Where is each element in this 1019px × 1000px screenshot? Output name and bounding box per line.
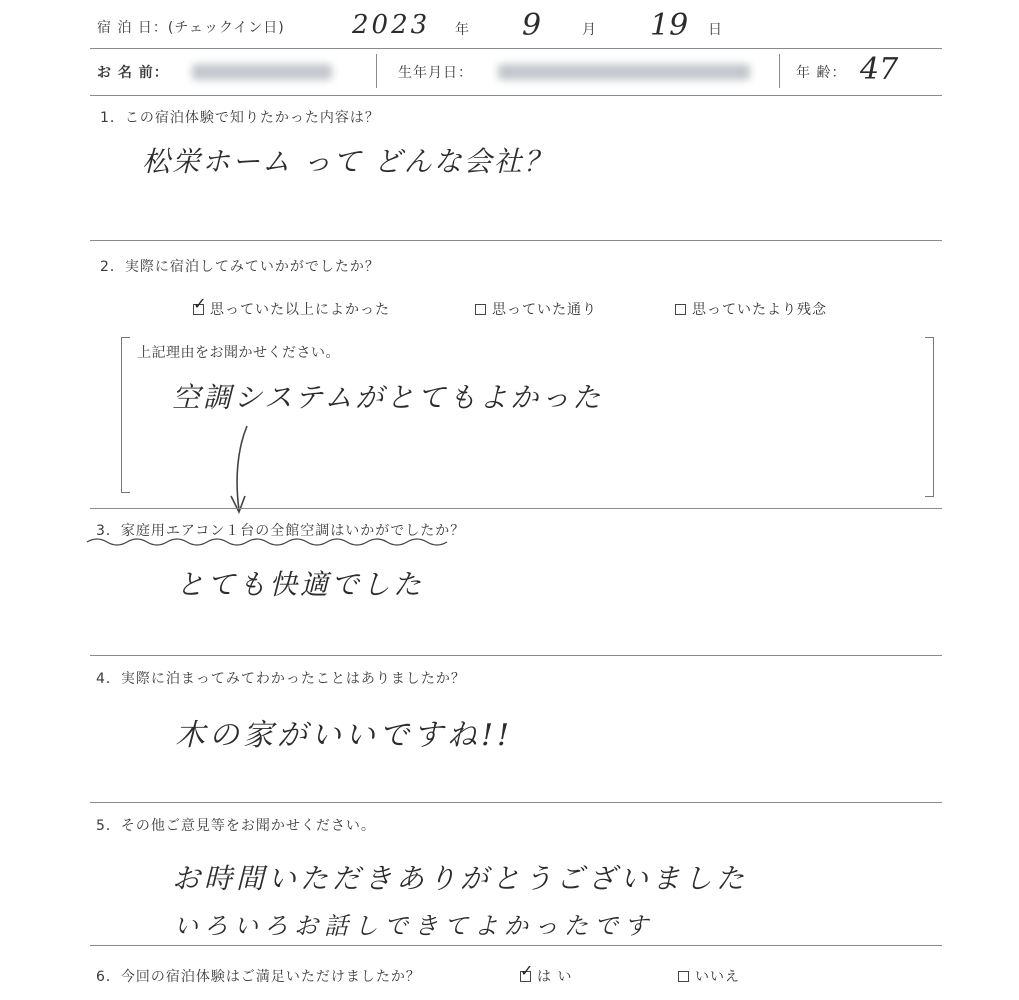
birthdate-label: 生年月日： [398,65,473,81]
q2-option-disappointing[interactable] [675,299,827,319]
divider-line [90,655,942,656]
stay-date-label: 宿 泊 日：(チェックイン日) [97,20,285,36]
q6-option-yes[interactable] [520,961,573,986]
q5-answer-line1[interactable]: お時間いただきありがとうございました [172,862,749,895]
q3-question: 3．家庭用エアコン１台の全館空調はいかがでしたか？ [96,523,466,539]
q3-answer[interactable]: とても快適でした [176,568,425,601]
q2-option-label: 思っていたより残念 [692,302,827,318]
wavy-underline-icon [85,536,465,550]
reason-box-right-bracket [925,337,934,497]
year-value[interactable]: 2023 [352,10,431,40]
name-label: お 名 前： [97,65,169,81]
month-unit: 月 [582,22,597,38]
divider-line [779,54,780,88]
checkbox[interactable] [193,294,208,315]
checkbox[interactable] [678,971,689,982]
q2-question: 2．実際に宿泊してみていかがでしたか？ [100,259,380,275]
name-redacted [192,64,332,80]
q6-question: 6．今回の宿泊体験はご満足いただけましたか？ [96,969,421,985]
day-unit: 日 [708,22,723,38]
hand-drawn-arrow-icon [225,420,265,520]
year-unit: 年 [455,22,470,38]
divider-line [376,54,377,88]
divider-line [90,802,942,803]
q4-answer[interactable]: 木の家がいいですね!! [175,718,514,753]
divider-line [90,48,942,49]
q2-reason-answer[interactable]: 空調システムがとてもよかった [172,381,604,414]
divider-line [90,240,942,241]
q5-question: 5．その他ご意見等をお聞かせください。 [96,818,376,834]
birthdate-redacted [498,64,750,80]
age-label: 年 齢： [796,65,847,81]
q4-question: 4．実際に泊まってみてわかったことはありましたか？ [96,671,466,687]
q6-yes-label: は い [537,969,573,985]
divider-line [90,945,942,946]
divider-line [90,95,942,96]
q2-option-label: 思っていた通り [492,302,597,318]
day-value[interactable]: 19 [650,8,689,43]
q5-answer-line2[interactable]: いろいろお話しできてよかったです [174,912,654,940]
age-value[interactable]: 47 [860,52,899,87]
divider-line [90,508,942,509]
q2-option-as-expected[interactable] [475,299,597,319]
checkbox[interactable] [475,304,486,315]
checkbox[interactable] [675,304,686,315]
month-value[interactable]: 9 [522,8,542,43]
reason-box-left-bracket [121,337,130,493]
check-mark-icon: ✓ [193,294,208,313]
check-mark-icon: ✓ [520,961,535,980]
q1-question: 1．この宿泊体験で知りたかった内容は？ [100,110,380,126]
q6-no-label: いいえ [695,969,740,985]
q6-option-no[interactable] [678,966,740,986]
q2-option-label: 思っていた以上によかった [210,302,390,318]
q1-answer[interactable]: 松栄ホーム って どんな会社？ [142,145,554,178]
q2-option-above-expectations[interactable] [193,294,390,319]
checkbox[interactable] [520,961,535,982]
q2-reason-label: 上記理由をお聞かせください。 [137,345,340,361]
